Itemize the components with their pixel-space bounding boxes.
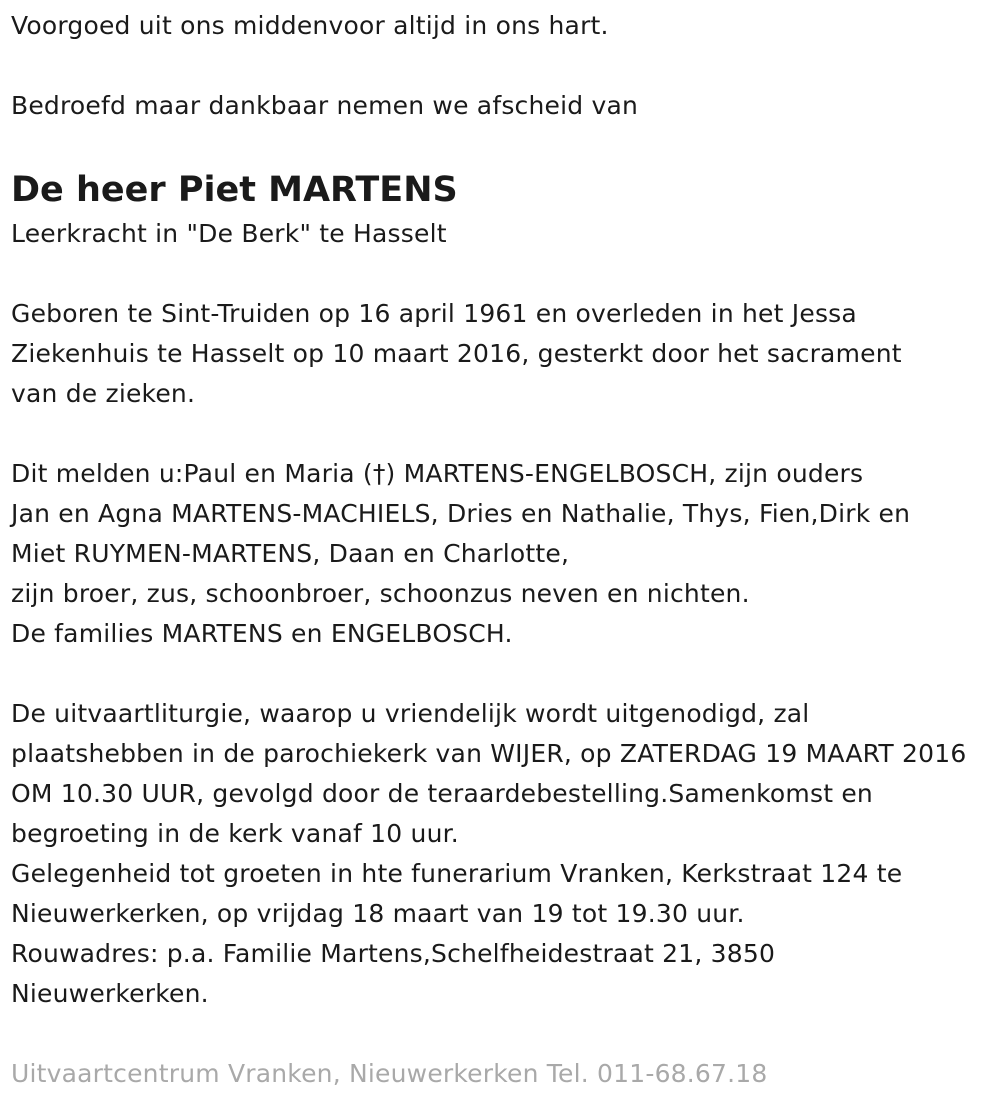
paragraph-line: Miet RUYMEN-MARTENS, Daan en Charlotte, <box>11 539 570 568</box>
spacer <box>11 414 996 454</box>
paragraph-line: begroeting in de kerk vanaf 10 uur. <box>11 819 459 848</box>
spacer <box>11 46 996 86</box>
paragraph-line: van de zieken. <box>11 379 196 408</box>
paragraph-line: De uitvaartliturgie, waarop u vriendelijk wordt uitgenodigd, zal <box>11 699 810 728</box>
family-paragraph <box>11 454 996 654</box>
paragraph-line: Nieuwerkerken, op vrijdag 18 maart van 19 tot 19.30 uur. <box>11 899 745 928</box>
paragraph-line: Nieuwerkerken. <box>11 979 209 1008</box>
paragraph-line: Gelegenheid tot groeten in hte funerarium Vranken, Kerkstraat 124 te <box>11 859 903 888</box>
funeral-home-footer: Uitvaartcentrum Vranken, Nieuwerkerken Tel. 011-68.67.18 <box>11 1059 768 1088</box>
paragraph-line: Ziekenhuis te Hasselt op 10 maart 2016, gesterkt door het sacrament <box>11 339 902 368</box>
paragraph-line: Dit melden u:Paul en Maria (†) MARTENS-ENGELBOSCH, zijn ouders <box>11 459 864 488</box>
paragraph-line: zijn broer, zus, schoonbroer, schoonzus neven en nichten. <box>11 579 750 608</box>
paragraph-line: OM 10.30 UUR, gevolgd door de teraardebestelling.Samenkomst en <box>11 779 873 808</box>
opening-line: Voorgoed uit ons middenvoor altijd in ons hart. <box>11 11 609 40</box>
paragraph-line: Geboren te Sint-Truiden op 16 april 1961 en overleden in het Jessa <box>11 299 857 328</box>
spacer <box>11 654 996 694</box>
paragraph-line: Rouwadres: p.a. Familie Martens,Schelfheidestraat 21, 3850 <box>11 939 776 968</box>
paragraph-line: plaatshebben in de parochiekerk van WIJER, op ZATERDAG 19 MAART 2016 <box>11 739 967 768</box>
obituary-notice <box>11 6 996 1014</box>
occupation-line: Leerkracht in "De Berk" te Hasselt <box>11 219 447 248</box>
paragraph-line: Jan en Agna MARTENS-MACHIELS, Dries en Nathalie, Thys, Fien,Dirk en <box>11 499 911 528</box>
deceased-name: De heer Piet MARTENS <box>11 170 458 210</box>
farewell-line: Bedroefd maar dankbaar nemen we afscheid van <box>11 91 639 120</box>
paragraph-line: De families MARTENS en ENGELBOSCH. <box>11 619 513 648</box>
birth-death-paragraph <box>11 294 996 414</box>
funeral-paragraph <box>11 694 996 1014</box>
spacer <box>11 126 996 166</box>
spacer <box>11 254 996 294</box>
